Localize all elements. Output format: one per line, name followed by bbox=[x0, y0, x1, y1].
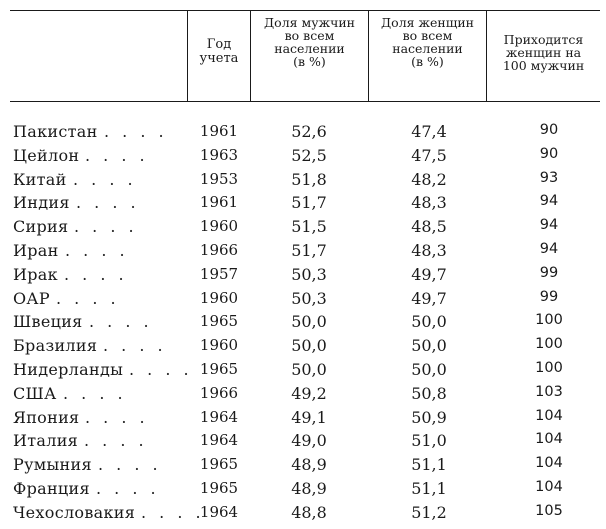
table-row bbox=[0, 265, 600, 289]
country-name bbox=[13, 384, 57, 403]
year-cell: 1961 bbox=[199, 193, 239, 212]
country-label: Ирак bbox=[13, 264, 58, 284]
country-label: ОАР bbox=[13, 288, 50, 308]
women-share-cell: 49,7 bbox=[411, 264, 447, 284]
header-ratio-line: женщин на bbox=[505, 45, 582, 60]
year-cell: 1960 bbox=[199, 336, 239, 355]
country-name bbox=[13, 336, 97, 355]
leader-dots: . . . . bbox=[98, 455, 162, 475]
year-cell: 1964 bbox=[199, 407, 239, 426]
header-ratio-line: Приходится bbox=[503, 32, 584, 47]
ratio-cell: 93 bbox=[539, 169, 559, 186]
country-label: Франция bbox=[13, 479, 90, 498]
year-cell: 1964 bbox=[199, 431, 239, 450]
header-rule bbox=[10, 101, 600, 102]
leader-dots: . . . . bbox=[141, 502, 205, 522]
women-share-cell: 48,5 bbox=[411, 217, 447, 237]
table-row bbox=[0, 170, 600, 194]
ratio-cell: 104 bbox=[535, 431, 563, 448]
table-row bbox=[0, 312, 600, 336]
table-row bbox=[0, 336, 600, 360]
men-share-cell: 50,3 bbox=[291, 264, 327, 284]
country-label: Италия bbox=[13, 431, 79, 451]
header-ratio bbox=[487, 33, 600, 72]
women-share-cell: 50,0 bbox=[411, 336, 447, 356]
country-name bbox=[13, 503, 135, 522]
header-men-share bbox=[251, 16, 368, 68]
year-cell: 1963 bbox=[199, 145, 239, 164]
country-name bbox=[13, 312, 83, 331]
year-cell: 1960 bbox=[199, 217, 239, 236]
year-cell: 1960 bbox=[199, 288, 239, 307]
header-women-line: Доля женщин bbox=[381, 15, 474, 30]
header-men-line: (в %) bbox=[293, 54, 326, 69]
country-name bbox=[13, 241, 59, 260]
men-share-cell: 51,8 bbox=[291, 169, 327, 189]
men-share-cell: 50,0 bbox=[291, 360, 327, 379]
country-name bbox=[13, 122, 98, 141]
leader-dots: . . . . bbox=[76, 193, 140, 213]
men-share-cell: 49,2 bbox=[291, 383, 327, 403]
country-name bbox=[13, 289, 50, 308]
men-share-cell: 50,0 bbox=[291, 336, 327, 356]
women-share-cell: 50,8 bbox=[411, 383, 447, 403]
header-ratio-line: 100 мужчин bbox=[502, 58, 585, 73]
leader-dots: . . . . bbox=[63, 383, 127, 403]
women-share-cell: 51,1 bbox=[411, 479, 447, 498]
country-name bbox=[13, 360, 123, 379]
country-name bbox=[13, 146, 79, 165]
year-cell: 1953 bbox=[199, 169, 239, 188]
leader-dots: . . . . bbox=[85, 407, 149, 427]
year-cell: 1965 bbox=[199, 455, 239, 474]
ratio-cell: 104 bbox=[535, 455, 563, 472]
men-share-cell: 51,7 bbox=[291, 241, 327, 260]
women-share-cell: 50,0 bbox=[411, 360, 447, 379]
women-share-cell: 51,1 bbox=[411, 455, 447, 475]
table-row bbox=[0, 241, 600, 265]
country-label: Сирия bbox=[13, 217, 69, 237]
country-name bbox=[13, 217, 68, 236]
ratio-cell: 99 bbox=[539, 288, 559, 305]
table-row bbox=[0, 503, 600, 527]
ratio-cell: 90 bbox=[539, 145, 559, 162]
top-rule bbox=[10, 10, 600, 11]
country-name bbox=[13, 479, 90, 498]
country-name bbox=[13, 455, 92, 474]
table-row bbox=[0, 455, 600, 479]
men-share-cell: 48,9 bbox=[291, 479, 327, 498]
country-label: Нидерланды bbox=[13, 360, 124, 379]
header-men-line: Доля мужчин bbox=[264, 15, 355, 30]
men-share-cell: 49,1 bbox=[291, 407, 327, 427]
header-year-line: Год bbox=[206, 37, 232, 52]
table-row bbox=[0, 217, 600, 241]
header-year-line: учета bbox=[199, 51, 239, 66]
header-women-line: (в %) bbox=[411, 54, 444, 69]
year-cell: 1957 bbox=[199, 264, 239, 283]
women-share-cell: 50,9 bbox=[411, 407, 447, 427]
year-cell: 1966 bbox=[199, 383, 239, 402]
country-label: Цейлон bbox=[13, 145, 80, 165]
ratio-cell: 100 bbox=[535, 336, 563, 353]
women-share-cell: 49,7 bbox=[411, 288, 447, 308]
leader-dots: . . . . bbox=[85, 145, 149, 165]
table-row bbox=[0, 360, 600, 384]
ratio-cell: 105 bbox=[535, 502, 563, 519]
country-name bbox=[13, 170, 67, 189]
leader-dots: . . . . bbox=[104, 122, 168, 141]
country-label: США bbox=[13, 383, 57, 403]
country-label: Бразилия bbox=[13, 336, 98, 356]
header-men-line: населении bbox=[274, 41, 345, 56]
header-year bbox=[188, 38, 250, 66]
leader-dots: . . . . bbox=[129, 360, 193, 379]
country-name bbox=[13, 193, 70, 212]
table-row bbox=[0, 431, 600, 455]
women-share-cell: 48,3 bbox=[411, 241, 447, 260]
ratio-cell: 104 bbox=[535, 479, 563, 495]
header-men-line: во всем bbox=[284, 28, 335, 43]
men-share-cell: 52,5 bbox=[291, 145, 327, 165]
header-women-share bbox=[369, 16, 486, 68]
leader-dots: . . . . bbox=[73, 169, 137, 189]
year-cell: 1964 bbox=[199, 502, 239, 521]
women-share-cell: 47,5 bbox=[411, 145, 447, 165]
men-share-cell: 52,6 bbox=[291, 122, 327, 141]
year-cell: 1965 bbox=[199, 479, 239, 497]
leader-dots: . . . . bbox=[64, 264, 128, 284]
ratio-cell: 103 bbox=[535, 383, 563, 400]
table-row bbox=[0, 408, 600, 432]
ratio-cell: 100 bbox=[535, 312, 563, 329]
country-name bbox=[13, 431, 78, 450]
leader-dots: . . . . bbox=[89, 312, 153, 332]
men-share-cell: 50,0 bbox=[291, 312, 327, 332]
country-label: Япония bbox=[13, 407, 80, 427]
leader-dots: . . . . bbox=[74, 217, 138, 237]
ratio-cell: 104 bbox=[535, 407, 563, 424]
leader-dots: . . . . bbox=[96, 479, 160, 498]
country-label: Чехословакия bbox=[13, 502, 136, 522]
men-share-cell: 49,0 bbox=[291, 431, 327, 451]
ratio-cell: 94 bbox=[539, 241, 559, 257]
leader-dots: . . . . bbox=[103, 336, 167, 356]
women-share-cell: 50,0 bbox=[411, 312, 447, 332]
women-share-cell: 47,4 bbox=[411, 122, 447, 141]
year-cell: 1966 bbox=[199, 241, 239, 259]
year-cell: 1961 bbox=[199, 122, 239, 140]
header-women-line: во всем bbox=[402, 28, 453, 43]
country-name bbox=[13, 408, 79, 427]
table-row bbox=[0, 384, 600, 408]
table-row bbox=[0, 479, 600, 503]
men-share-cell: 48,9 bbox=[291, 455, 327, 475]
header-women-line: населении bbox=[392, 41, 463, 56]
table-row bbox=[0, 146, 600, 170]
ratio-cell: 99 bbox=[539, 264, 559, 281]
country-label: Пакистан bbox=[13, 122, 98, 141]
year-cell: 1965 bbox=[199, 360, 239, 378]
women-share-cell: 51,2 bbox=[411, 502, 447, 522]
men-share-cell: 51,7 bbox=[291, 193, 327, 213]
table-row bbox=[0, 122, 600, 146]
country-label: Иран bbox=[13, 241, 59, 260]
women-share-cell: 51,0 bbox=[411, 431, 447, 451]
country-label: Румыния bbox=[13, 455, 92, 475]
table-row bbox=[0, 193, 600, 217]
leader-dots: . . . . bbox=[65, 241, 129, 260]
ratio-cell: 94 bbox=[539, 217, 559, 234]
women-share-cell: 48,3 bbox=[411, 193, 447, 213]
leader-dots: . . . . bbox=[56, 288, 120, 308]
ratio-cell: 100 bbox=[535, 360, 563, 376]
year-cell: 1965 bbox=[199, 312, 239, 331]
men-share-cell: 51,5 bbox=[291, 217, 327, 237]
leader-dots: . . . . bbox=[84, 431, 148, 451]
men-share-cell: 50,3 bbox=[291, 288, 327, 308]
ratio-cell: 94 bbox=[539, 193, 559, 210]
table-row bbox=[0, 289, 600, 313]
men-share-cell: 48,8 bbox=[291, 502, 327, 522]
country-label: Индия bbox=[13, 193, 70, 213]
women-share-cell: 48,2 bbox=[411, 169, 447, 189]
country-label: Китай bbox=[13, 169, 67, 189]
country-name bbox=[13, 265, 58, 284]
country-label: Швеция bbox=[13, 312, 83, 332]
ratio-cell: 90 bbox=[539, 122, 559, 138]
